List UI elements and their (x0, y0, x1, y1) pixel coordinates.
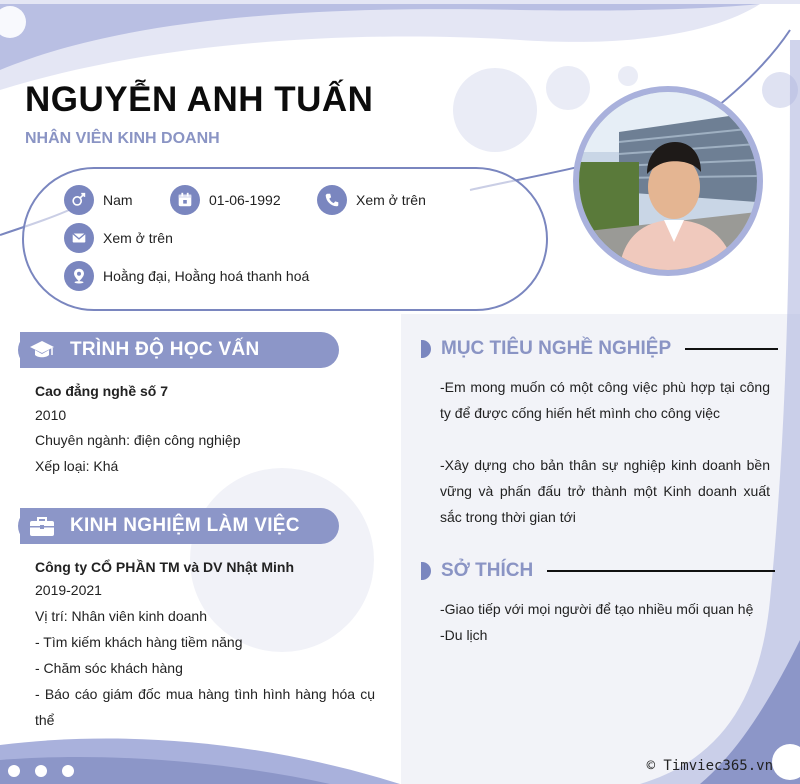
hobbies-divider (547, 570, 775, 572)
location-icon (64, 261, 94, 291)
contact-phone (317, 185, 426, 215)
objective-paragraph-1: -Em mong muốn có một công việc phù hợp tại công ty để được cống hiến hết mình cho công việc (440, 379, 770, 421)
experience-duty-1: - Tìm kiếm khách hàng tiềm năng (35, 634, 243, 650)
hobby-item-2: -Du lịch (440, 627, 488, 643)
candidate-name: NGUYỄN ANH TUẤN (25, 80, 374, 119)
education-school: Cao đẳng nghề số 7 (35, 383, 169, 399)
experience-position: Vị trí: Nhân viên kinh doanh (35, 608, 207, 624)
graduation-cap-icon (28, 336, 56, 364)
objective-title: MỤC TIÊU NGHỀ NGHIỆP (441, 338, 672, 359)
objective-header (421, 338, 778, 360)
profile-photo (573, 86, 763, 276)
experience-duty-3: - Báo cáo giám đốc mua hàng tình hình hàng hóa cụ thể (35, 686, 375, 728)
objective-divider (685, 348, 778, 350)
education-major: Chuyên ngành: điện công nghiệp (35, 432, 241, 448)
experience-duty-2: - Chăm sóc khách hàng (35, 660, 183, 676)
objective-paragraph-2: -Xây dựng cho bản thân sự nghiệp kinh doanh bền vững và phấn đấu trở thành một Kinh doanh xuất sắc trong thời gian tới (440, 457, 770, 525)
contact-email (64, 223, 173, 253)
calendar-icon (170, 185, 200, 215)
phone-icon (317, 185, 347, 215)
mail-icon (64, 223, 94, 253)
watermark: © Timviec365.vn (646, 758, 773, 774)
phone-value: Xem ở trên (356, 192, 426, 208)
hobby-item-1: -Giao tiếp với mọi người để tạo nhiều mối quan hệ (440, 601, 754, 617)
education-title: TRÌNH ĐỘ HỌC VẤN (70, 339, 260, 360)
contact-address (64, 261, 309, 291)
hobbies-header (421, 560, 775, 582)
education-header (20, 332, 339, 368)
dob-value: 01-06-1992 (209, 192, 281, 208)
experience-title: KINH NGHIỆM LÀM VIỆC (70, 515, 300, 536)
email-value: Xem ở trên (103, 230, 173, 246)
briefcase-icon (28, 512, 56, 540)
candidate-role: NHÂN VIÊN KINH DOANH (25, 130, 220, 147)
education-grade: Xếp loại: Khá (35, 458, 119, 474)
contact-gender (64, 185, 133, 215)
experience-period: 2019-2021 (35, 582, 102, 598)
contact-dob (170, 185, 281, 215)
address-value: Hoằng đại, Hoằng hoá thanh hoá (103, 268, 310, 284)
experience-company: Công ty CỔ PHẦN TM và DV Nhật Minh (35, 559, 294, 575)
hobbies-title: SỞ THÍCH (441, 560, 534, 581)
gender-icon (64, 185, 94, 215)
experience-header (20, 508, 339, 544)
gender-value: Nam (103, 192, 133, 208)
education-year: 2010 (35, 407, 67, 423)
